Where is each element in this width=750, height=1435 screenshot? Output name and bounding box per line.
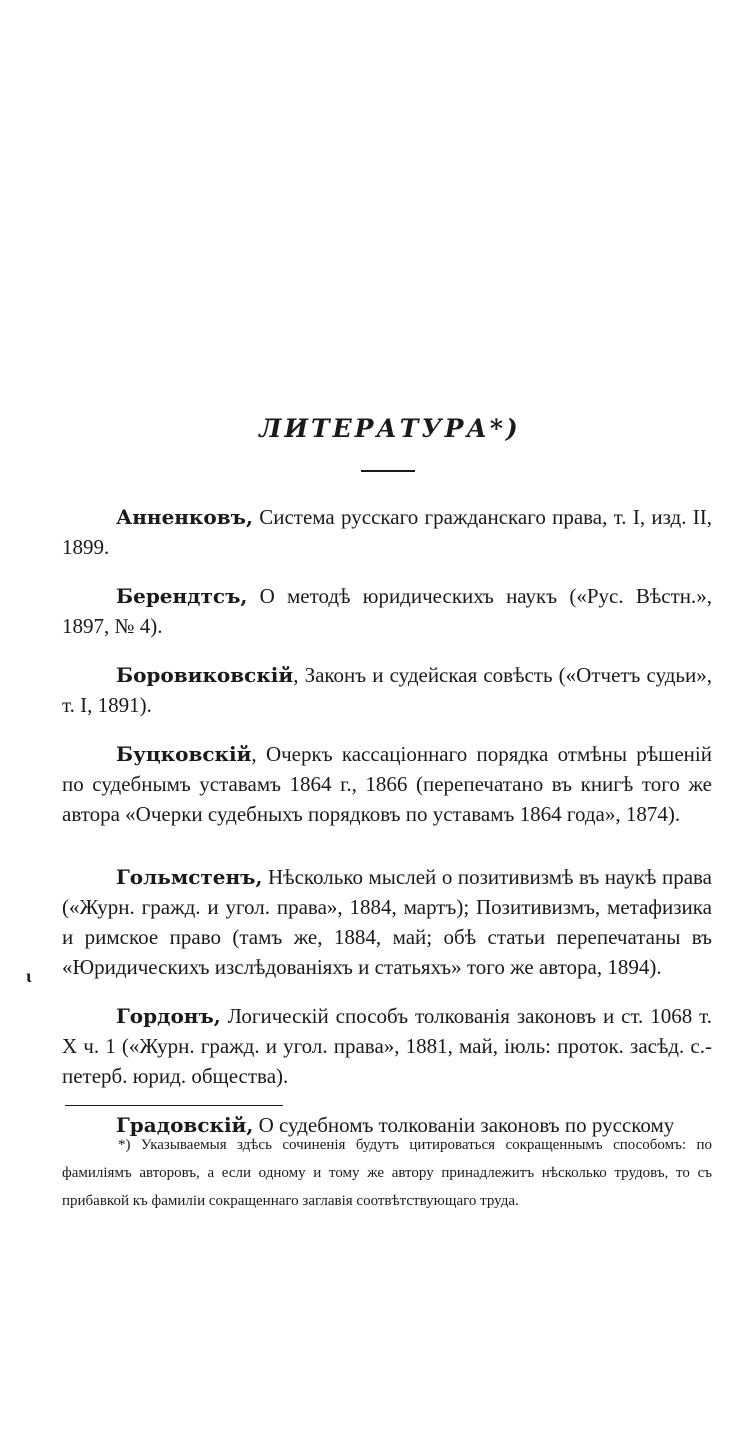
entry-author: Градовскій, xyxy=(116,1113,254,1137)
bibliography-entry xyxy=(62,739,712,829)
entry-text: Нѣсколько мыслей о позитивизмѣ въ наукѣ права («Журн. гражд. и угол. права», 1884, мартъ); Позитивизмъ, метафизика и римское право (тамъ же, 1884, май; обѣ статьи перепечатаны въ «Юридическихъ изслѣдованіяхъ и статьяхъ» того же автора, 1894). xyxy=(62,865,712,979)
entry-text: О методѣ юридическихъ наукъ («Рус. Вѣстн.», 1897, № 4). xyxy=(62,584,712,638)
footnote: *) Указываемыя здѣсь сочиненія будутъ цитироваться сокращеннымъ способомъ: по фамиліямъ авторовъ, а если одному и тому же автору принадлежитъ нѣсколько трудовъ, то съ прибавкой къ фамиліи сокращеннаго заглавія соотвѣтствующаго труда. xyxy=(62,1137,712,1209)
margin-mark: ι xyxy=(26,966,32,986)
entry-text: Система русскаго гражданскаго права, т. I, изд. II, 1899. xyxy=(62,505,712,559)
entry-text: О судебномъ толкованіи законовъ по русскому xyxy=(253,1113,675,1137)
entry-text: , Очеркъ кассаціоннаго порядка отмѣны рѣшеній по судебнымъ уставамъ 1864 г., 1866 (перепечатано въ книгѣ того же автора «Очерки судебныхъ порядковъ по уставамъ 1864 года», 1874). xyxy=(62,742,712,826)
bibliography-entry xyxy=(62,1001,712,1091)
page-title: ЛИТЕРАТУРА*) xyxy=(259,414,521,443)
entry-author: Берендтсъ, xyxy=(116,584,248,608)
bibliography-entry xyxy=(62,660,712,720)
entry-text: , Законъ и судейская совѣсть («Отчетъ судьи», т. I, 1891). xyxy=(62,663,712,717)
footnote-rule xyxy=(65,1105,283,1106)
bibliography-entry xyxy=(62,862,712,982)
bibliography-entry xyxy=(62,502,712,562)
bibliography-entry xyxy=(62,581,712,641)
entry-author: Буцковскій xyxy=(116,742,252,766)
entry-author: Гольмстенъ, xyxy=(116,865,263,889)
entry-author: Боровиковскій xyxy=(116,663,294,687)
title-underline xyxy=(361,470,415,472)
bibliography-list xyxy=(62,502,712,1159)
entry-author: Анненковъ, xyxy=(116,505,253,529)
entry-author: Гордонъ, xyxy=(116,1004,221,1028)
entry-text: Логическій способъ толкованія законовъ и ст. 1068 т. X ч. 1 («Журн. гражд. и угол. права», 1881, май, іюль: проток. засѣд. с.-петерб. юрид. общества). xyxy=(62,1004,712,1088)
